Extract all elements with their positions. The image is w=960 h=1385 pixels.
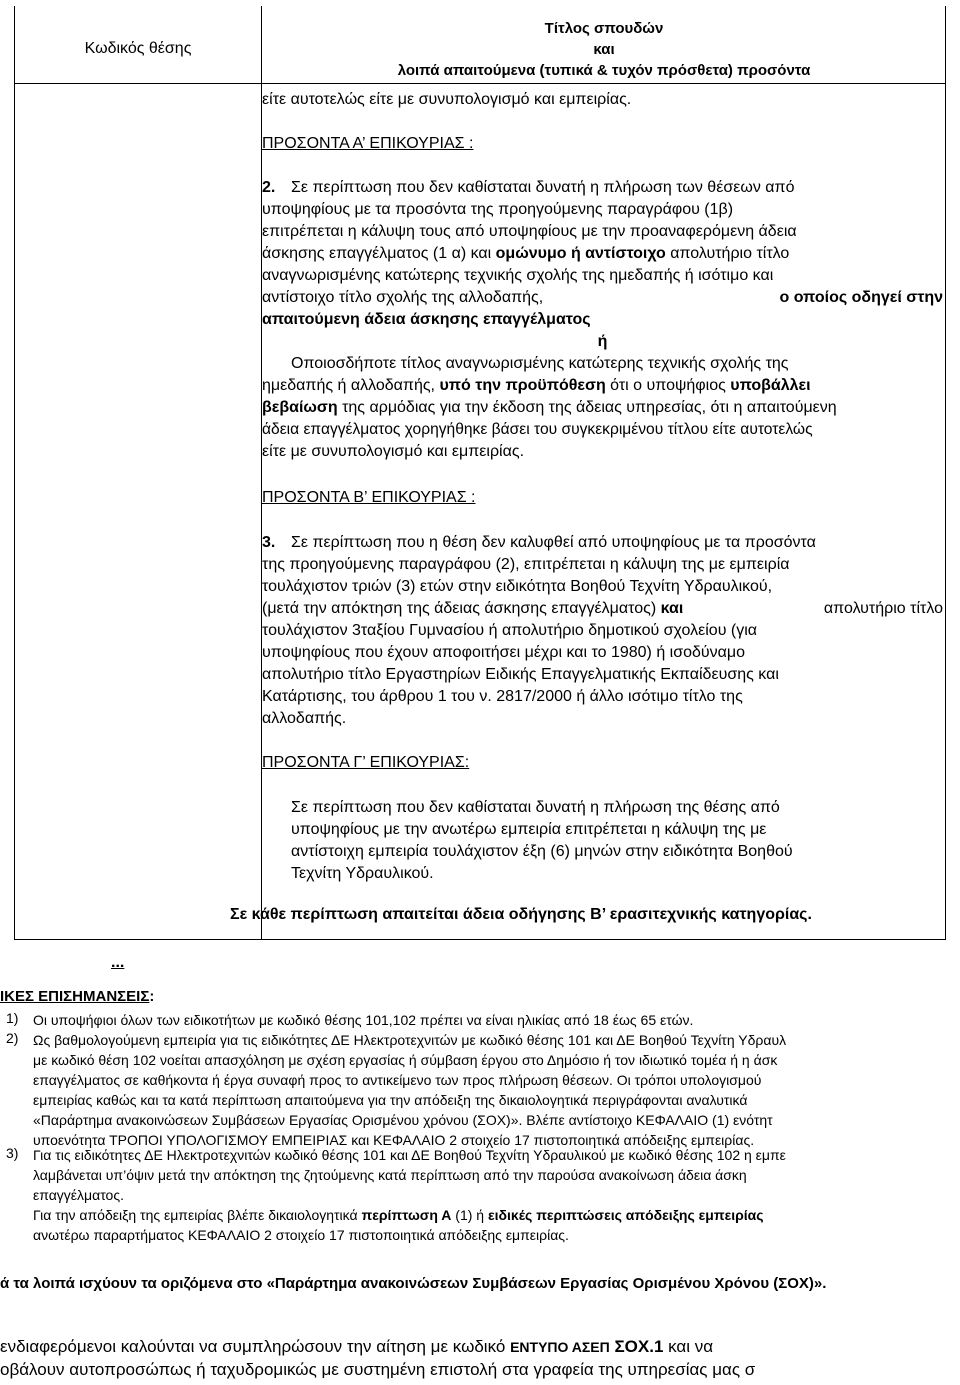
note-2-line-4: εμπειρίας καθώς και τα κατά περίπτωση απαιτούμενα για την απόδειξη της δικαιολογητικά περιγράφονται αναλυτικά (33, 1092, 748, 1108)
intro-text: είτε αυτοτελώς είτε με συνυπολογισμό και εμπειρίας. (262, 91, 632, 108)
notes-title (0, 988, 154, 1005)
note-2-line-3: επαγγέλματος σε καθήκοντα ή έργα συναφή προς το αντικείμενο των προς πλήρωση θέσεων. Οι τρόποι υπολογισμού (33, 1072, 762, 1088)
note-2-line-5: «Παράρτημα ανακοινώσεων Συμβάσεων Εργασίας Ορισμένου χρόνου (ΣΟΧ)». Βλέπε αντίστοιχο ΚΕΦΑΛΑΙΟ (1) ενότητ (33, 1112, 773, 1128)
para-2-line-1: Σε περίπτωση που δεν καθίσταται δυνατή η πλήρωση των θέσεων από (291, 179, 795, 196)
colon: : (149, 988, 155, 1005)
text: (μετά την απόκτηση της άδειας άσκησης επαγγέλματος) (262, 600, 661, 617)
para-3-number: 3. (262, 534, 276, 551)
heading-b: ΠΡΟΣΟΝΤΑ Β’ ΕΠΙΚΟΥΡΙΑΣ : (262, 489, 476, 506)
text: αντίστοιχο τίτλο σχολής της αλλοδαπής, (262, 289, 544, 306)
note-1: Οι υποψήφιοι όλων των ειδικοτήτων με κωδικό θέσης 101,102 πρέπει να είναι ηλικίας από 18 έως 65 ετών. (33, 1012, 694, 1028)
or-separator: ή (597, 333, 608, 350)
note-3-line-4 (33, 1205, 960, 1225)
text: ενδιαφερόμενοι καλούνται να συμπληρώσουν την αίτηση με κωδικό (0, 1337, 511, 1356)
header-qualifications (262, 18, 946, 81)
para-c-line-3: αντίστοιχη εμπειρία τουλάχιστον έξη (6) μηνών στην ειδικότητα Βοηθού (291, 843, 793, 860)
note-2-line-1: Ως βαθμολογούμενη εμπειρία για τις ειδικότητες ΔΕ Ηλεκτροτεχνιτών με κωδικό θέσης 101 και ΔΕ Βοηθού Τεχνίτη Υδραυλ (33, 1032, 787, 1048)
text: άσκησης επαγγέλματος (1 α) και (262, 245, 496, 262)
application-line-1 (0, 1337, 713, 1357)
para-2b-line-4: άδεια επαγγέλματος χορηγήθηκε βάσει του συγκεκριμένου τίτλου είτε αυτοτελώς (262, 421, 813, 438)
text-bold: ο οποίος οδηγεί στην (779, 289, 943, 306)
note-3-line-5: ανωτέρω παραρτήματος ΚΕΦΑΛΑΙΟ 2 στοιχείο 17 πιστοποιητικά απόδειξης εμπειρίας. (33, 1227, 569, 1243)
note-1-number: 1) (6, 1010, 19, 1026)
para-2-number: 2. (262, 179, 276, 196)
para-3-line-6: υποψηφίους που έχουν αποφοιτήσει μέχρι και το 1980) ή ισοδύναμο (262, 644, 746, 661)
para-3-line-8: Κατάρτισης, του άρθρου 1 του ν. 2817/2000 ή άλλο ισότιμο τίτλο της (262, 688, 743, 705)
note-3-line-1: Για τις ειδικότητες ΔΕ Ηλεκτροτεχνιτών κωδικό θέσης 101 και ΔΕ Βοηθού Τεχνίτη Υδραυλικού με κωδικό θέσης 102 η εμπε (33, 1147, 786, 1163)
text: απολυτήριο τίτλο (823, 600, 943, 617)
header-line-1: Τίτλος σπουδών (544, 20, 664, 37)
text-bold: υπό την προϋπόθεση (439, 377, 606, 394)
text-bold: ομώνυμο ή αντίστοιχο (495, 245, 666, 262)
note-2-line-2: με κωδικό θέση 102 νοείται απασχόληση με σχέση εργασίας ή σύμβαση έργου στο Δημόσιο ή τον ιδιωτικό τομέα ή η άσκ (33, 1052, 778, 1068)
header-line-3: λοιπά απαιτούμενα (τυπικά & τυχόν πρόσθετα) προσόντα (397, 62, 811, 79)
text: ότι ο υποψήφιος (605, 377, 731, 394)
text: ημεδαπής ή αλλοδαπής, (262, 377, 440, 394)
header-divider (15, 83, 945, 84)
text-bold: ειδικές περιπτώσεις απόδειξης εμπειρίας (487, 1207, 764, 1223)
application-line-2: οβάλουν αυτοπροσώπως ή ταχυδρομικώς με συστημένη επιστολή στα γραφεία της υπηρεσίας μας σ (0, 1360, 756, 1379)
para-2-line-5: αναγνωρισμένης κατώτερης τεχνικής σχολής της ημεδαπής ή ισότιμο και (262, 267, 774, 284)
para-2-line-4 (262, 243, 943, 265)
para-c-line-1: Σε περίπτωση που δεν καθίσταται δυνατή η πλήρωση της θέσης από (291, 799, 780, 816)
para-3-line-5: τουλάχιστον 3ταξίου Γυμνασίου ή απολυτήριο δημοτικού σχολείου (για (262, 622, 758, 639)
text-bold: περίπτωση Α (361, 1207, 452, 1223)
general-provision: ά τα λοιπά ισχύουν τα οριζόμενα στο «Παράρτημα ανακοινώσεων Συμβάσεων Εργασίας Ορισμένου Χρόνου (ΣΟΧ)». (0, 1275, 827, 1292)
notes-title-text: ΙΚΕΣ ΕΠΙΣΗΜΑΝΣΕΙΣ (0, 988, 150, 1005)
text: και να (663, 1337, 714, 1356)
para-3-line-2: της προηγούμενης παραγράφου (2), επιτρέπεται η κάλυψη της με εμπειρία (262, 556, 790, 573)
form-code: ΕΝΤΥΠΟ ΑΣΕΠ (510, 1339, 610, 1355)
note-2-number: 2) (6, 1030, 19, 1046)
para-3-line-9: αλλοδαπής. (262, 710, 347, 727)
para-2-line-3: επιτρέπεται η κάλυψη τους από υποψηφίους με την προαναφερόμενη άδεια (262, 223, 797, 240)
note-2-line-6: υποενότητα ΤΡΟΠΟΙ ΥΠΟΛΟΓΙΣΜΟΥ ΕΜΠΕΙΡΙΑΣ και ΚΕΦΑΛΑΙΟ 2 στοιχείο 17 πιστοποιητικά απόδειξης εμπειρίας. (33, 1132, 755, 1148)
note-3-number: 3) (6, 1145, 19, 1161)
para-2b-line-5: είτε με συνυπολογισμό και εμπειρίας. (262, 443, 525, 460)
driving-license-requirement: Σε κάθε περίπτωση απαιτείται άδεια οδήγησης Β’ ερασιτεχνικής κατηγορίας. (230, 906, 812, 923)
ellipsis: ... (111, 954, 125, 971)
para-2b-line-1: Οποιοσδήποτε τίτλος αναγνωρισμένης κατώτερης τεχνικής σχολής της (291, 355, 789, 372)
text: Για την απόδειξη της εμπειρίας βλέπε δικαιολογητικά (33, 1207, 362, 1223)
para-2b-line-3 (262, 397, 943, 419)
form-number: ΣΟΧ.1 (609, 1337, 664, 1356)
text: απολυτήριο τίτλο (665, 245, 790, 262)
note-3-line-3: επαγγέλματος. (33, 1187, 124, 1203)
para-2-line-2: υποψηφίους με τα προσόντα της προηγούμενης παραγράφου (1β) (262, 201, 734, 218)
note-3-line-2: λαμβάνεται υπ’όψιν μετά την απόκτηση της ζητούμενης κατά περίπτωση από την παρούσα ανακοίνωση άδεια άσκη (33, 1167, 747, 1183)
para-2-line-7: απαιτούμενη άδεια άσκησης επαγγέλματος (262, 311, 591, 328)
text: της αρμόδιας για την έκδοση της άδειας υπηρεσίας, ότι η απαιτούμενη (337, 399, 837, 416)
heading-a: ΠΡΟΣΟΝΤΑ Α’ ΕΠΙΚΟΥΡΙΑΣ : (262, 135, 474, 152)
text-bold: και (660, 600, 684, 617)
text-bold: υποβάλλει (730, 377, 811, 394)
para-c-line-2: υποψηφίους με την ανωτέρω εμπειρία επιτρέπεται η κάλυψη της με (291, 821, 767, 838)
para-c-line-4: Τεχνίτη Υδραυλικού. (291, 865, 434, 882)
para-2b-line-2 (262, 375, 943, 397)
para-3-line-4 (262, 598, 943, 620)
header-position-code: Κωδικός θέσης (84, 40, 192, 57)
para-2-line-6 (262, 287, 943, 309)
text: (1) ή (451, 1207, 488, 1223)
header-line-2: και (593, 41, 615, 58)
heading-c: ΠΡΟΣΟΝΤΑ Γ’ ΕΠΙΚΟΥΡΙΑΣ: (262, 754, 470, 771)
text-bold: βεβαίωση (262, 399, 338, 416)
para-3-line-7: απολυτήριο τίτλο Εργαστηρίων Ειδικής Επαγγελματικής Εκπαίδευσης και (262, 666, 779, 683)
para-3-line-3: τουλάχιστον τριών (3) ετών στην ειδικότητα Βοηθού Τεχνίτη Υδραυλικού, (262, 578, 773, 595)
para-3-line-1: Σε περίπτωση που η θέση δεν καλυφθεί από υποψηφίους με τα προσόντα (291, 534, 816, 551)
